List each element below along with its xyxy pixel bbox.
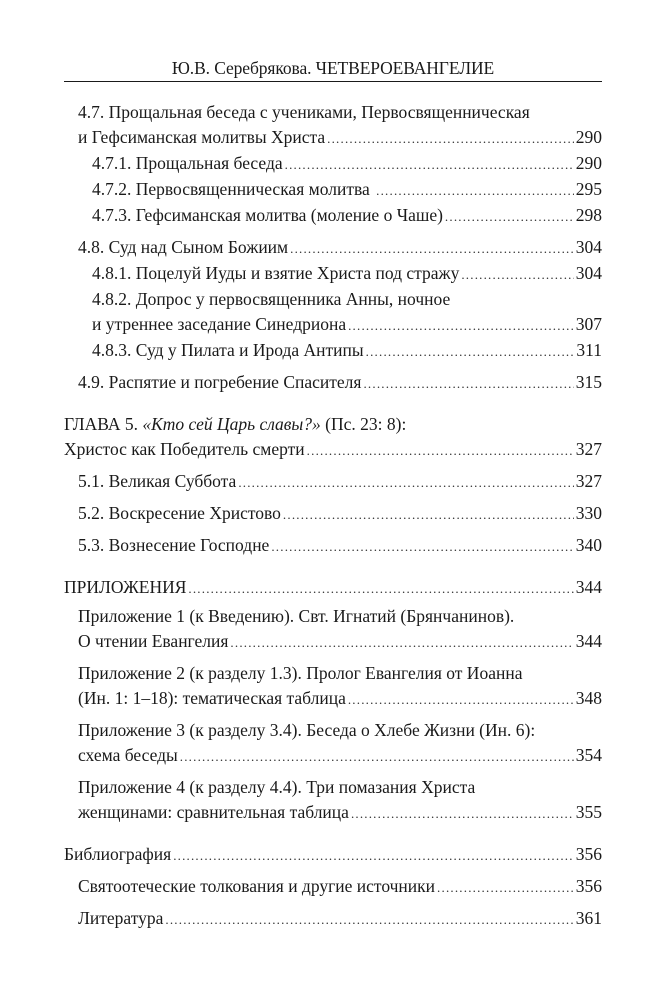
- dot-leader: [376, 178, 574, 203]
- dot-leader: [238, 470, 573, 495]
- toc-entry-chapter-5[interactable]: [64, 412, 602, 463]
- dot-leader: [173, 843, 574, 868]
- toc-entry-title: Литература: [78, 908, 164, 928]
- toc-page-number: 356: [575, 844, 602, 864]
- toc-entry-title: Библиография: [64, 844, 172, 864]
- toc-entry-title-line2: и утреннее заседание Синедриона: [92, 314, 347, 334]
- toc-entry-4-7[interactable]: [64, 100, 602, 151]
- toc-page-number: 344: [575, 631, 602, 651]
- toc-entry-patristic-sources[interactable]: [64, 874, 602, 900]
- toc-page-number: 355: [575, 802, 602, 822]
- toc-page-number: 290: [575, 127, 602, 147]
- toc-entry-appendix-4[interactable]: [64, 775, 602, 826]
- toc-entry-title-line1: Приложение 4 (к разделу 4.4). Три помазания Христа: [78, 777, 476, 797]
- toc-page-number: 327: [575, 439, 602, 459]
- dot-leader: [348, 313, 574, 338]
- dot-leader: [445, 204, 574, 229]
- toc-entry-title: 5.2. Воскресение Христово: [78, 503, 281, 523]
- dot-leader: [461, 262, 573, 287]
- toc-entry-title-line2: (Ин. 1: 1–18): тематическая таблица: [78, 688, 346, 708]
- toc-entry-title: ПРИЛОЖЕНИЯ: [64, 577, 187, 597]
- dot-leader: [188, 576, 573, 601]
- toc-entry-title: 4.9. Распятие и погребение Спасителя: [78, 372, 362, 392]
- toc-entry-4-8[interactable]: [64, 235, 602, 261]
- toc-entry-title-line1: Приложение 1 (к Введению). Свт. Игнатий (Брянчанинов).: [78, 606, 515, 626]
- dot-leader: [351, 801, 574, 826]
- toc-entry-5-1[interactable]: [64, 469, 602, 495]
- toc-page-number: 295: [575, 179, 602, 199]
- table-of-contents: [64, 100, 602, 932]
- toc-page-number: 344: [575, 577, 602, 597]
- dot-leader: [271, 534, 573, 559]
- toc-entry-4-7-2[interactable]: [64, 177, 602, 203]
- toc-page-number: 315: [575, 372, 602, 392]
- toc-entry-appendices[interactable]: [64, 575, 602, 601]
- dot-leader: [363, 371, 573, 396]
- dot-leader: [285, 152, 574, 177]
- running-header: Ю.В. Серебрякова. ЧЕТВЕРОЕВАНГЕЛИЕ: [171, 58, 495, 78]
- toc-entry-4-8-2[interactable]: [64, 287, 602, 338]
- toc-page-number: 361: [575, 908, 602, 928]
- toc-entry-4-9[interactable]: [64, 370, 602, 396]
- toc-page-number: 354: [575, 745, 602, 765]
- toc-page-number: 330: [575, 503, 602, 523]
- toc-entry-title-line2: схема беседы: [78, 745, 178, 765]
- toc-page-number: 304: [575, 263, 602, 283]
- toc-entry-title-line1: Приложение 3 (к разделу 3.4). Беседа о Хлебе Жизни (Ин. 6):: [78, 720, 536, 740]
- dot-leader: [307, 438, 574, 463]
- toc-entry-appendix-2[interactable]: [64, 661, 602, 712]
- chapter-quote: «Кто сей Царь славы?»: [142, 414, 321, 434]
- toc-page-number: 304: [575, 237, 602, 257]
- toc-page-number: 311: [576, 340, 602, 360]
- toc-page-number: 340: [575, 535, 602, 555]
- toc-entry-title-line1: 4.7. Прощальная беседа с учениками, Первосвященническая: [78, 102, 530, 122]
- chapter-prefix: ГЛАВА 5.: [64, 414, 143, 434]
- toc-entry-title: 4.7.3. Гефсиманская молитва (моление о Чаше): [92, 205, 443, 225]
- dot-leader: [366, 339, 575, 364]
- toc-page-number: 298: [575, 205, 602, 225]
- dot-leader: [283, 502, 574, 527]
- toc-entry-title-line2: и Гефсиманская молитвы Христа: [78, 127, 326, 147]
- toc-entry-title-line1: 4.8.2. Допрос у первосвященника Анны, ночное: [92, 289, 451, 309]
- dot-leader: [348, 687, 574, 712]
- toc-entry-title-line2: О чтении Евангелия: [78, 631, 229, 651]
- toc-entry-4-8-1[interactable]: [64, 261, 602, 287]
- toc-entry-5-3[interactable]: [64, 533, 602, 559]
- toc-entry-title: 4.7.2. Первосвященническая молитва: [92, 179, 375, 199]
- toc-page-number: 307: [575, 314, 602, 334]
- header-rule: [64, 81, 602, 82]
- toc-entry-4-7-3[interactable]: [64, 203, 602, 229]
- dot-leader: [180, 744, 574, 769]
- toc-entry-5-2[interactable]: [64, 501, 602, 527]
- toc-page-number: 327: [575, 471, 602, 491]
- toc-entry-bibliography[interactable]: [64, 842, 602, 868]
- toc-entry-appendix-1[interactable]: [64, 604, 602, 655]
- toc-entry-4-7-1[interactable]: [64, 151, 602, 177]
- toc-entry-title: 4.8.3. Суд у Пилата и Ирода Антипы: [92, 340, 364, 360]
- toc-entry-title-line2: женщинами: сравнительная таблица: [78, 802, 349, 822]
- toc-page-number: 348: [575, 688, 602, 708]
- chapter-reference: (Пс. 23: 8):: [320, 414, 407, 434]
- dot-leader: [165, 907, 573, 932]
- toc-entry-literature[interactable]: [64, 906, 602, 932]
- toc-page-number: 356: [575, 876, 602, 896]
- toc-entry-title: 4.8.1. Поцелуй Иуды и взятие Христа под стражу: [92, 263, 460, 283]
- dot-leader: [290, 236, 574, 261]
- toc-chapter-heading-line1: [64, 412, 602, 437]
- toc-entry-title-line2: Христос как Победитель смерти: [64, 439, 305, 459]
- dot-leader: [230, 630, 573, 655]
- toc-entry-title: Святоотеческие толкования и другие источники: [78, 876, 436, 896]
- toc-entry-title: 4.8. Суд над Сыном Божиим: [78, 237, 289, 257]
- toc-entry-4-8-3[interactable]: [64, 338, 602, 364]
- toc-entry-title-line1: Приложение 2 (к разделу 1.3). Пролог Евангелия от Иоанна: [78, 663, 523, 683]
- dot-leader: [327, 126, 574, 151]
- toc-entry-title: 4.7.1. Прощальная беседа: [92, 153, 283, 173]
- toc-entry-title: 5.1. Великая Суббота: [78, 471, 237, 491]
- dot-leader: [437, 875, 574, 900]
- toc-entry-title: 5.3. Вознесение Господне: [78, 535, 270, 555]
- toc-page-number: 290: [575, 153, 602, 173]
- toc-entry-appendix-3[interactable]: [64, 718, 602, 769]
